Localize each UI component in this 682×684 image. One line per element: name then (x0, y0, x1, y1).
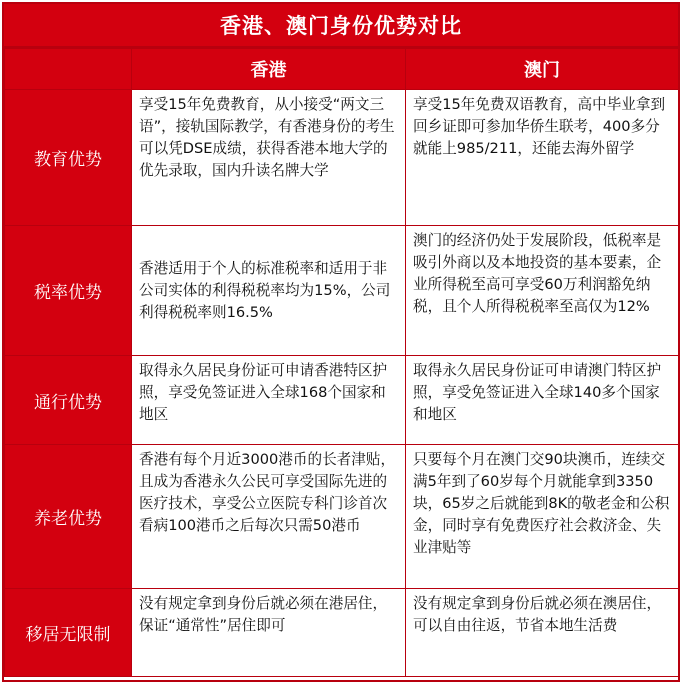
comparison-card (2, 2, 680, 682)
macau-pension-cell: 只要每个月在澳门交90块澳币，连续交满5年到了60岁每个月就能拿到3350块，65岁之后就能到8K的敬老金和公积金，同时享有免费医疗社会救济金、失业津贴等 (406, 445, 679, 589)
row-label-travel: 通行优势 (5, 356, 132, 445)
macau-education-cell: 享受15年免费双语教育，高中毕业拿到回乡证即可参加华侨生联考，400多分就能上985/211，还能去海外留学 (406, 90, 679, 226)
header-empty-cell (5, 49, 132, 90)
header-hongkong: 香港 (132, 49, 406, 90)
page-title: 香港、澳门身份优势对比 (4, 4, 678, 48)
row-label-residence: 移居无限制 (5, 589, 132, 677)
table-row (5, 356, 679, 445)
table-row (5, 226, 679, 356)
table-row (5, 90, 679, 226)
macau-tax-cell: 澳门的经济仍处于发展阶段，低税率是吸引外商以及本地投资的基本要素，企业所得税至高可享受60万利润豁免纳税，且个人所得税税率至高仅为12% (406, 226, 679, 356)
hongkong-travel-cell: 取得永久居民身份证可申请香港特区护照，享受免签证进入全球168个国家和地区 (132, 356, 406, 445)
table-row (5, 445, 679, 589)
macau-travel-cell: 取得永久居民身份证可申请澳门特区护照，享受免签证进入全球140多个国家和地区 (406, 356, 679, 445)
table-row (5, 589, 679, 677)
row-label-tax: 税率优势 (5, 226, 132, 356)
header-macau: 澳门 (406, 49, 679, 90)
table-header-row (5, 49, 679, 90)
row-label-pension: 养老优势 (5, 445, 132, 589)
hongkong-education-cell: 享受15年免费教育，从小接受“两文三语”，接轨国际教学，有香港身份的考生可以凭DSE成绩，获得香港本地大学的优先录取，国内升读名牌大学 (132, 90, 406, 226)
comparison-table (4, 48, 679, 677)
hongkong-pension-cell: 香港有每个月近3000港币的长者津贴，且成为香港永久公民可享受国际先进的医疗技术，享受公立医院专科门诊首次看病100港币之后每次只需50港币 (132, 445, 406, 589)
hongkong-residence-cell: 没有规定拿到身份后就必须在港居住，保证“通常性”居住即可 (132, 589, 406, 677)
row-label-education: 教育优势 (5, 90, 132, 226)
hongkong-tax-cell: 香港适用于个人的标准税率和适用于非公司实体的利得税税率均为15%，公司利得税税率则16.5% (132, 226, 406, 356)
macau-residence-cell: 没有规定拿到身份后就必须在澳居住，可以自由往返，节省本地生活费 (406, 589, 679, 677)
